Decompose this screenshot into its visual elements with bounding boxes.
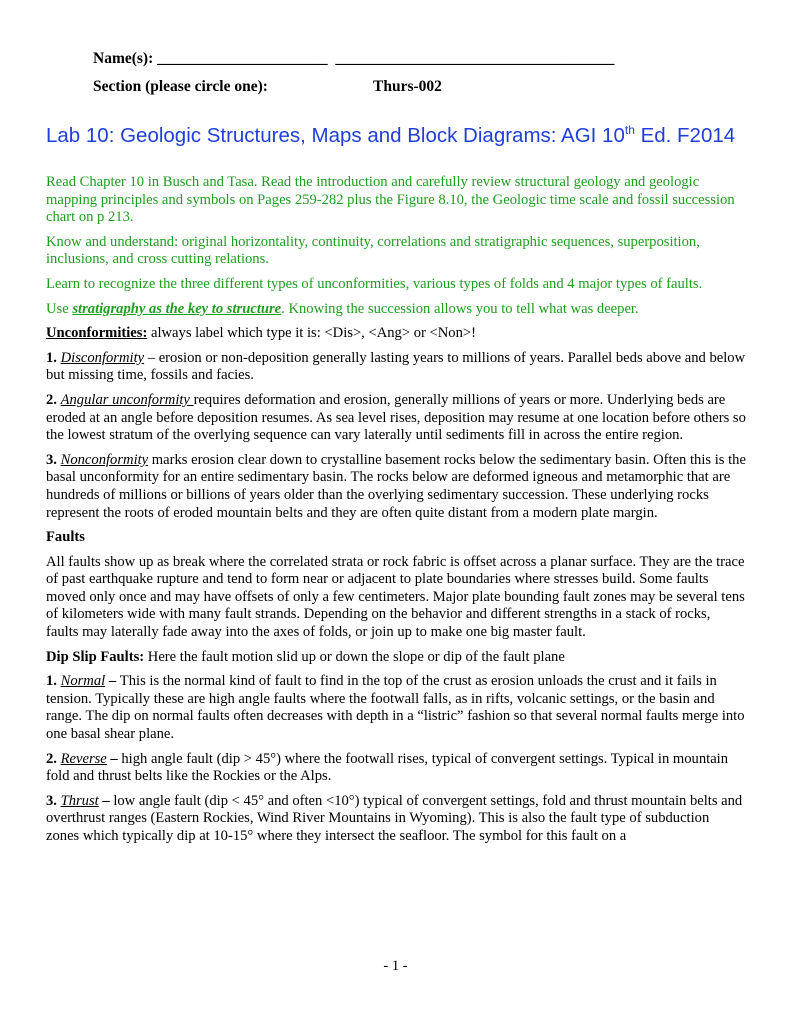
item-number: 2. — [46, 391, 61, 408]
nonconformity-text: marks erosion clear down to crystalline basement rocks below the sedimentary basin. Often this is the basal unconformity for an entire sedimentary basin. The rocks below are deformed igneous and metamorphic that are hundreds of millions or billions of years older than the overlying sedimentary succession. These underlying rocks represent the roots of eroded mountain belts and they are often quite distant from a modern plate margin. — [46, 451, 746, 521]
unconformity-item-disconformity — [46, 350, 746, 385]
unconformities-intro — [46, 325, 746, 343]
title-main: Lab 10: Geologic Structures, Maps and Block Diagrams: AGI 10 — [46, 124, 625, 147]
term-reverse: Reverse — [60, 750, 107, 767]
faults-heading — [46, 529, 746, 547]
intro-paragraph-use — [46, 301, 746, 319]
item-dash: – — [105, 673, 120, 690]
document-body — [46, 174, 746, 853]
dip-slip-heading: Dip Slip Faults: — [46, 648, 145, 665]
reverse-text: high angle fault (dip > 45°) where the footwall rises, typical of convergent settings. Typical in mountain fold and thrust belts like the Rockies or the Alps. — [46, 750, 729, 785]
disconformity-text: – erosion or non-deposition generally lasting years to millions of years. Parallel beds above and below but missing time, fossils and facies. — [46, 349, 746, 384]
term-nonconformity: Nonconformity — [60, 451, 149, 468]
names-line: Name(s): ______________________ ____________________________________ — [93, 50, 615, 67]
term-thrust: Thrust — [60, 792, 99, 809]
use-suffix: . Knowing the succession allows you to tell what was deeper. — [281, 300, 639, 317]
item-number: 3. — [46, 451, 61, 468]
use-prefix: Use — [46, 300, 73, 317]
fault-item-thrust — [46, 793, 746, 846]
title-tail: Ed. F2014 — [634, 124, 736, 147]
term-angular-unconformity: Angular unconformity — [60, 391, 194, 408]
angular-text: requires deformation and erosion, generally millions of years or more. Underlying beds are eroded at an angle before deposition resumes. As sea level rises, deposition may resume at one location before others so the lowest stratum of the overlying sequence can vary laterally until sediments fill in across the entire region. — [46, 391, 746, 444]
item-number: 1. — [46, 673, 61, 690]
unconformity-item-angular — [46, 392, 746, 445]
dip-slip-description: Here the fault motion slid up or down the slope or dip of the fault plane — [144, 648, 565, 665]
title-superscript: th — [624, 123, 635, 137]
page-title — [46, 124, 735, 148]
item-number: 1. — [46, 349, 61, 366]
term-disconformity: Disconformity — [60, 349, 145, 366]
term-normal: Normal — [60, 673, 106, 690]
unconformity-item-nonconformity — [46, 452, 746, 522]
section-label: Section (please circle one): — [93, 78, 268, 95]
unconformities-instruction: always label which type it is: <Dis>, <Ang> or <Non>! — [147, 325, 476, 342]
faults-heading-text: Faults — [46, 529, 85, 546]
item-dash: – — [106, 750, 122, 767]
item-number: 2. — [46, 750, 61, 767]
stratigraphy-key-phrase: stratigraphy as the key to structure — [72, 300, 282, 317]
item-dash: – — [98, 792, 114, 809]
intro-paragraph-reading: Read Chapter 10 in Busch and Tasa. Read the introduction and carefully review structural geology and geologic mapping principles and symbols on Pages 259-282 plus the Figure 8.10, the Geologic time scale and fossil succession chart on p 213. — [46, 174, 735, 226]
dip-slip-intro — [46, 649, 746, 667]
fault-item-reverse — [46, 751, 746, 786]
thrust-text: low angle fault (dip < 45° and often <10°) typical of convergent settings, fold and thrust mountain belts and overthrust ranges (Eastern Rockies, Wind River Mountains in Wyoming). This is also the fault type of subduction zones which typically dip at 10-15° where they intersect the seafloor. The symbol for this fault on a — [46, 792, 743, 844]
faults-paragraph: All faults show up as break where the correlated strata or rock fabric is offset across a planar surface. They are the trace of past earthquake rupture and tend to form near or adjacent to plate boundaries where stresses build. Some faults moved only once and may have offsets of only a few centimeters. Major plate bounding fault zones may be several tens of kilometers wide with many fault strands. Depending on the behavior and different strengths in a stack of rocks, faults may laterally fade away into the axes of folds, or join up to make one big master fault. — [46, 553, 745, 641]
intro-paragraph-learn: Learn to recognize the three different types of unconformities, various types of folds and 4 major types of faults. — [46, 275, 703, 292]
page-number: - 1 - — [383, 958, 408, 974]
item-number: 3. — [46, 792, 61, 809]
section-value: Thurs-002 — [373, 78, 442, 95]
unconformities-heading: Unconformities: — [46, 325, 148, 342]
fault-item-normal — [46, 673, 746, 743]
intro-paragraph-know: Know and understand: original horizontality, continuity, correlations and stratigraphic sequences, superposition, inclusions, and cross cutting relations. — [46, 233, 700, 268]
normal-text: This is the normal kind of fault to find in the top of the crust as erosion unloads the crust and it fails in tension. Typically these are high angle faults where the footwall falls, as in rifts, volcanic settings, or the basin and range. The dip on normal faults often decreases with depth in a “listric” fashion so that several normal faults merge into one basal shear plane. — [46, 673, 745, 743]
